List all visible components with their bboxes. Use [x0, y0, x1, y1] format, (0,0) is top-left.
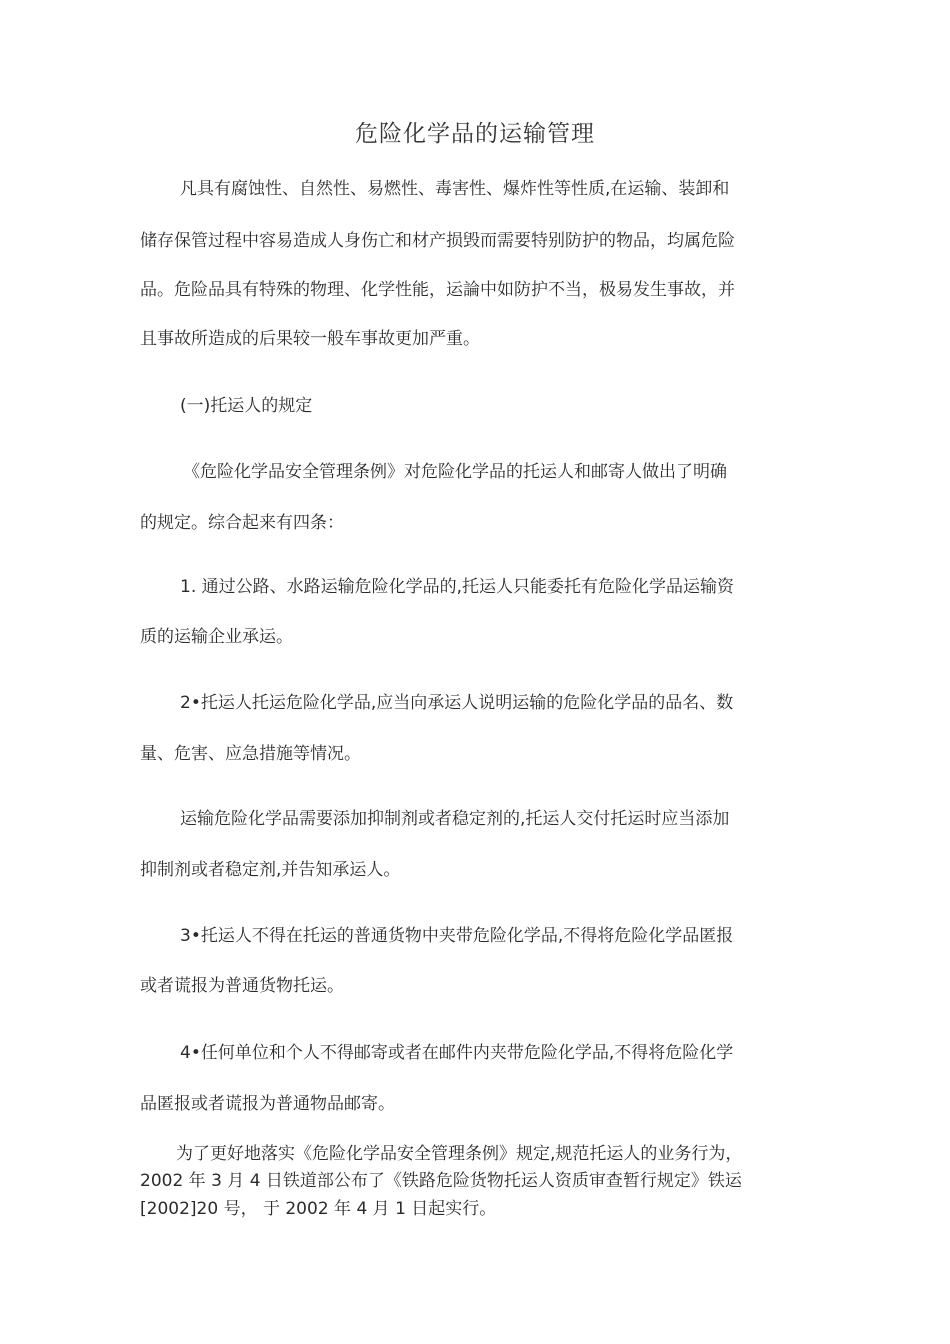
paragraph-line: 运输危险化学品需要添加抑制剂或者稳定剂的,托运人交付托运时应当添加 — [180, 809, 730, 829]
paragraph-line: [2002]20 号， 于 2002 年 4 月 1 日起实行。 — [140, 1199, 497, 1219]
paragraph-line: 《危险化学品安全管理条例》对危险化学品的托运人和邮寄人做出了明确 — [183, 462, 727, 482]
paragraph-line: 储存保管过程中容易造成人身伤亡和材产损毁而需要特别防护的物品，均属危险 — [140, 231, 735, 251]
section-heading: (一)托运人的规定 — [180, 396, 313, 416]
list-item-line: 4•任何单位和个人不得邮寄或者在邮件内夹带危险化学品,不得将危险化学 — [180, 1043, 734, 1063]
list-item-line: 2•托运人托运危险化学品,应当向承运人说明运输的危险化学品的品名、数 — [180, 693, 734, 713]
paragraph-line: 抑制剂或者稳定剂,并告知承运人。 — [140, 860, 401, 880]
list-item-line: 品匿报或者谎报为普通物品邮寄。 — [140, 1094, 395, 1114]
paragraph-line: 且事故所造成的后果较一般车事故更加严重。 — [140, 329, 480, 349]
list-item-line: 3•托运人不得在托运的普通货物中夹带危险化学品,不得将危险化学品匿报 — [180, 926, 734, 946]
paragraph-line: 品。危险品具有特殊的物理、化学性能，运論中如防护不当，极易发生事故，并 — [140, 280, 735, 300]
paragraph-line: 的规定。综合起来有四条： — [140, 513, 344, 533]
paragraph-line: 2002 年 3 月 4 日铁道部公布了《铁路危险货物托运人资质审查暂行规定》铁运 — [140, 1171, 742, 1191]
list-item-line: 1. 通过公路、水路运输危险化学品的,托运人只能委托有危险化学品运输资 — [180, 577, 735, 597]
document-title: 危险化学品的运输管理 — [355, 121, 595, 147]
paragraph-line: 凡具有腐蚀性、自然性、易燃性、毒害性、爆炸性等性质,在运输、装卸和 — [180, 179, 730, 199]
list-item-line: 量、危害、应急措施等情况。 — [140, 744, 361, 764]
list-item-line: 或者谎报为普通货物托运。 — [140, 976, 344, 996]
paragraph-line: 为了更好地落实《危险化学品安全管理条例》规定,规范托运人的业务行为， — [176, 1144, 743, 1164]
list-item-line: 质的运输企业承运。 — [140, 627, 293, 647]
